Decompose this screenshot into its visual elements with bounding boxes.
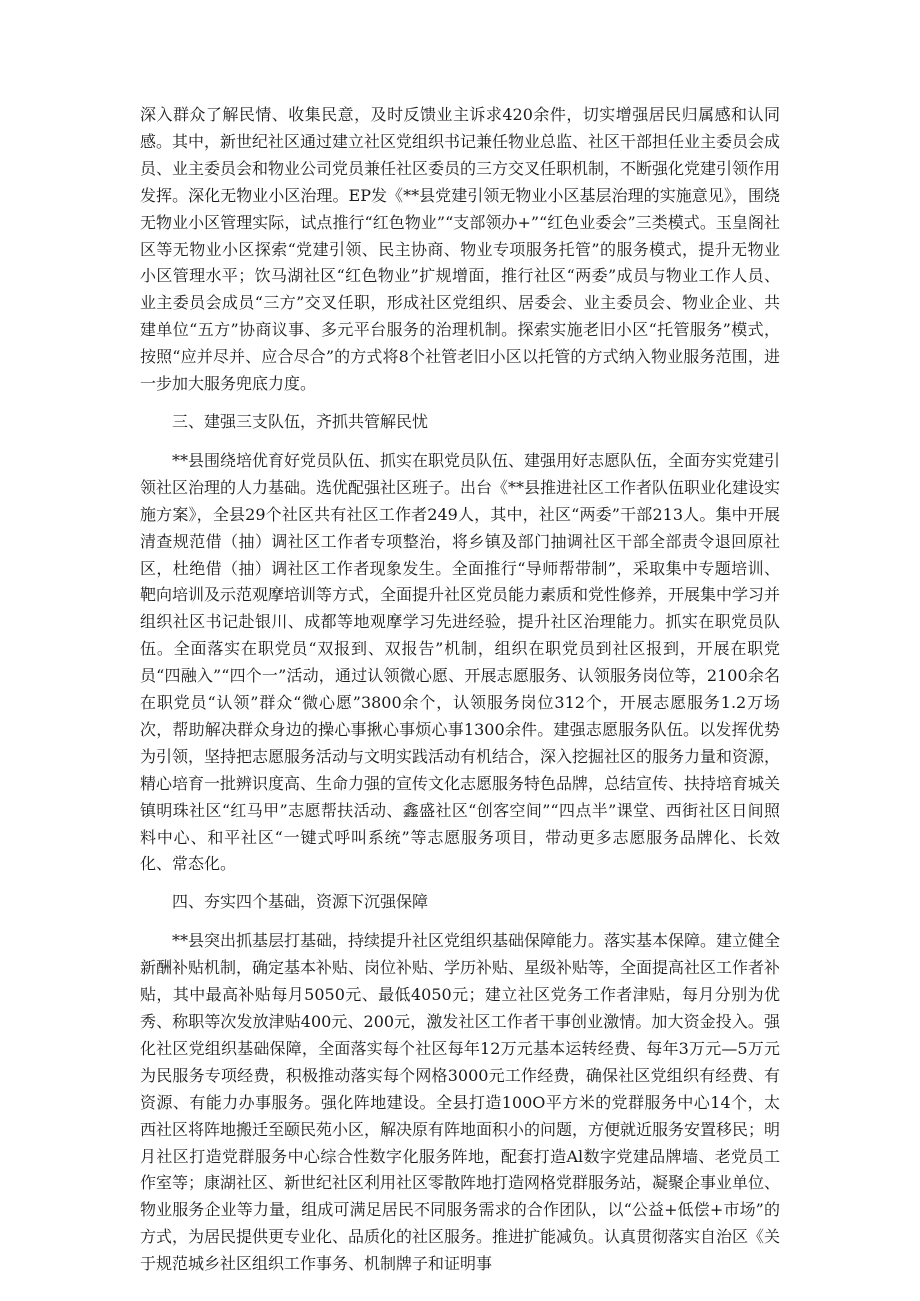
body-paragraph-1: 深入群众了解民情、收集民意，及时反馈业主诉求420余件，切实增强居民归属感和认同感。其中，新世纪社区通过建立社区党组织书记兼任物业总监、社区干部担任业主委员会成员、业主委员会和物业公司党员兼任社区委员的三方交叉任职机制，不断强化党建引领作用发挥。深化无物业小区治理。EP发《**县党建引领无物业小区基层治理的实施意见》，围绕无物业小区管理实际，试点推行“红色物业”“支部领办+”“红色业委会”三类模式。玉皇阁社区等无物业小区探索“党建引领、民主协商、物业专项服务托管”的服务模式，提升无物业小区管理水平；饮马湖社区“红色物业”扩规增面，推行社区“两委”成员与物业工作人员、业主委员会成员“三方”交叉任职，形成社区党组织、居委会、业主委员会、物业企业、共建单位“五方”协商议事、多元平台服务的治理机制。探索实施老旧小区“托管服务”模式，按照“应并尽并、应合尽合”的方式将8个社管老旧小区以托管的方式纳入物业服务范围，进一步加大服务兜底力度。 [140, 105, 781, 394]
section-heading-4: 四、夯实四个基础，资源下沉强保障 [172, 892, 429, 912]
section-heading-3: 三、建强三支队伍，齐抓共管解民忧 [172, 411, 429, 431]
body-paragraph-2: **县围绕培优育好党员队伍、抓实在职党员队伍、建强用好志愿队伍，全面夯实党建引领社区治理的人力基础。选优配强社区班子。出台《**县推进社区工作者队伍职业化建设实施方案》，全县29个社区共有社区工作者249人，其中，社区“两委”干部213人。集中开展清查规范借（抽）调社区工作者专项整治，将乡镇及部门抽调社区干部全部责令退回原社区，杜绝借（抽）调社区工作者现象发生。全面推行“导师帮带制”，采取集中专题培训、靶向培训及示范观摩培训等方式，全面提升社区党员能力素质和党性修养，开展集中学习并组织社区书记赴银川、成都等地观摩学习先进经验，提升社区治理能力。抓实在职党员队伍。全面落实在职党员“双报到、双报告”机制，组织在职党员到社区报到，开展在职党员“四融入”“四个一”活动，通过认领微心愿、开展志愿服务、认领服务岗位等，2100余名在职党员“认领”群众“微心愿”3800余个，认领服务岗位312个，开展志愿服务1.2万场次，帮助解决群众身边的操心事揪心事烦心事1300余件。建强志愿服务队伍。以发挥优势为引领，坚持把志愿服务活动与文明实践活动有机结合，深入挖掘社区的服务力量和资源，精心培育一批辨识度高、生命力强的宣传文化志愿服务特色品牌，总结宣传、扶持培育城关镇明珠社区“红马甲”志愿帮扶活动、鑫盛社区“创客空间”“四点半”课堂、西街社区日间照料中心、和平社区“一键式呼叫系统”等志愿服务项目，带动更多志愿服务品牌化、长效化、常态化。 [140, 450, 781, 874]
body-paragraph-3: **县突出抓基层打基础，持续提升社区党组织基础保障能力。落实基本保障。建立健全新酬补贴机制，确定基本补贴、岗位补贴、学历补贴、星级补贴等，全面提高社区工作者补贴，其中最高补贴每月5050元、最低4050元；建立社区党务工作者津贴，每月分别为优秀、称职等次发放津贴400元、200元，激发社区工作者干事创业激情。加大资金投入。强化社区党组织基础保障，全面落实每个社区每年12万元基本运转经费、每年3万元—5万元为民服务专项经费，积极推动落实每个网格3000元工作经费，确保社区党组织有经费、有资源、有能力办事服务。强化阵地建设。全县打造100O平方米的党群服务中心14个，太西社区将阵地搬迁至颐民苑小区，解决原有阵地面积小的问题，方便就近服务安置移民；明月社区打造党群服务中心综合性数字化服务阵地，配套打造Al数字党建品牌墙、老党员工作室等；康湖社区、新世纪社区利用社区零散阵地打造网格党群服务站，凝聚企事业单位、物业服务企业等力量，组成可满足居民不同服务需求的合作团队，以“公益+低偿+市场”的方式，为居民提供更专业化、品质化的社区服务。推进扩能减负。认真贯彻落实自治区《关于规范城乡社区组织工作事务、机制牌子和证明事 [140, 931, 781, 1274]
document-page [140, 102, 780, 1278]
